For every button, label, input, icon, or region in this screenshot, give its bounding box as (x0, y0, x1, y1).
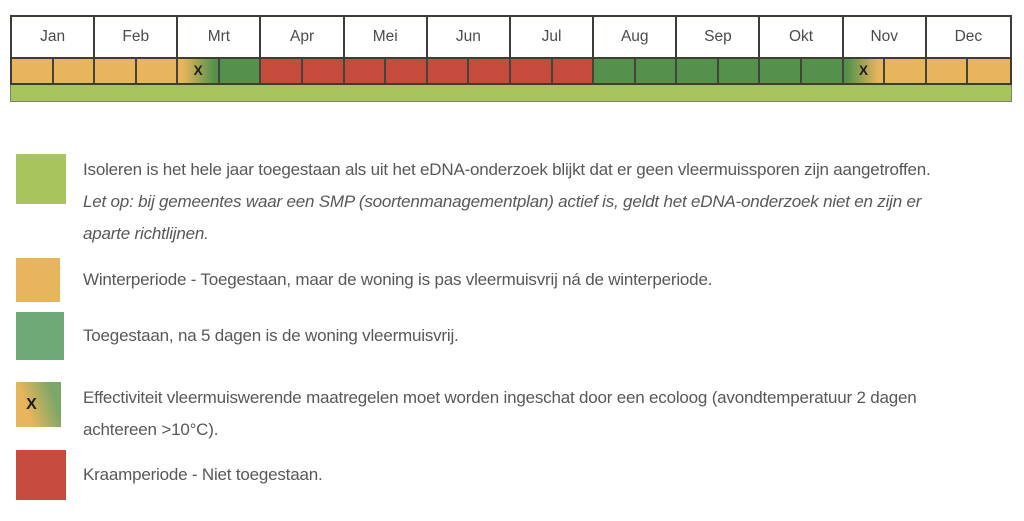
calendar-half-month-cell (802, 59, 844, 83)
calendar-half-month-cell (553, 59, 595, 83)
month-label: Nov (844, 17, 927, 57)
x-marker: X (26, 395, 37, 413)
month-label: Aug (594, 17, 677, 57)
calendar-half-month-cell (719, 59, 761, 83)
calendar-half-month-cell (261, 59, 303, 83)
legend-text (83, 459, 323, 491)
calendar-half-month-cell (760, 59, 802, 83)
month-label: Jan (12, 17, 95, 57)
legend-item (16, 258, 1011, 302)
legend-text (83, 320, 459, 352)
month-label: Okt (760, 17, 843, 57)
edna-year-bar (10, 85, 1012, 102)
legend-item (16, 312, 1011, 360)
calendar-half-month-cell (428, 59, 470, 83)
legend-swatch-wrap (16, 450, 83, 500)
legend-swatch (16, 258, 60, 302)
calendar (10, 15, 1012, 102)
legend-text-normal: Winterperiode - Toegestaan, maar de woning is pas vleermuisvrij ná de winterperiode. (83, 270, 713, 289)
legend-swatch (16, 382, 61, 427)
calendar-half-month-cell (345, 59, 387, 83)
legend-swatch-wrap (16, 382, 83, 427)
calendar-half-month-cell (594, 59, 636, 83)
calendar-half-month-cell (469, 59, 511, 83)
legend (16, 154, 1011, 500)
legend-swatch (16, 450, 66, 500)
month-label: Mrt (178, 17, 261, 57)
legend-swatch-wrap (16, 154, 83, 204)
calendar-half-month-cell (636, 59, 678, 83)
legend-text (83, 154, 945, 250)
legend-item (16, 382, 1011, 446)
legend-text (83, 382, 945, 446)
month-label: Apr (261, 17, 344, 57)
calendar-half-month-cell (303, 59, 345, 83)
calendar-half-month-cell (677, 59, 719, 83)
calendar-half-month-cell (137, 59, 179, 83)
calendar-half-month-cell (12, 59, 54, 83)
month-label: Mei (345, 17, 428, 57)
calendar-half-month-cell (885, 59, 927, 83)
x-marker: X (858, 63, 868, 79)
legend-text-normal: Toegestaan, na 5 dagen is de woning vleermuisvrij. (83, 326, 459, 345)
calendar-half-month-cell (178, 59, 220, 83)
calendar-half-month-cell (511, 59, 553, 83)
legend-text (83, 264, 712, 296)
calendar-half-month-cell (54, 59, 96, 83)
month-label: Jul (511, 17, 594, 57)
x-marker: X (193, 63, 203, 79)
calendar-half-month-cell (386, 59, 428, 83)
calendar-table (10, 15, 1012, 85)
calendar-half-month-cell (927, 59, 969, 83)
legend-text-normal: Isoleren is het hele jaar toegestaan als uit het eDNA-onderzoek blijkt dat er geen vleermuissporen zijn aangetroffen. (83, 160, 931, 179)
calendar-half-month-cell (844, 59, 886, 83)
legend-swatch-wrap (16, 258, 83, 302)
legend-swatch-wrap (16, 312, 83, 360)
calendar-half-month-cell (220, 59, 262, 83)
legend-text-normal: Effectiviteit vleermuiswerende maatregelen moet worden ingeschat door een ecoloog (avondtemperatuur 2 dagen achtereen >10°C). (83, 388, 917, 439)
legend-swatch (16, 154, 66, 204)
legend-item (16, 154, 1011, 250)
month-label: Jun (428, 17, 511, 57)
month-label: Dec (954, 28, 983, 45)
legend-swatch (16, 312, 64, 360)
half-month-cells-row (12, 59, 1010, 83)
month-label: Sep (677, 17, 760, 57)
month-label: Feb (95, 17, 178, 57)
legend-text-normal: Kraamperiode - Niet toegestaan. (83, 465, 323, 484)
calendar-half-month-cell (95, 59, 137, 83)
month-header-row (12, 17, 1010, 59)
legend-text-italic: Let op: bij gemeentes waar een SMP (soortenmanagementplan) actief is, geldt het eDNA-onderzoek niet en zijn er aparte richtlijnen. (83, 192, 922, 243)
calendar-half-month-cell (968, 59, 1010, 83)
legend-item (16, 450, 1011, 500)
